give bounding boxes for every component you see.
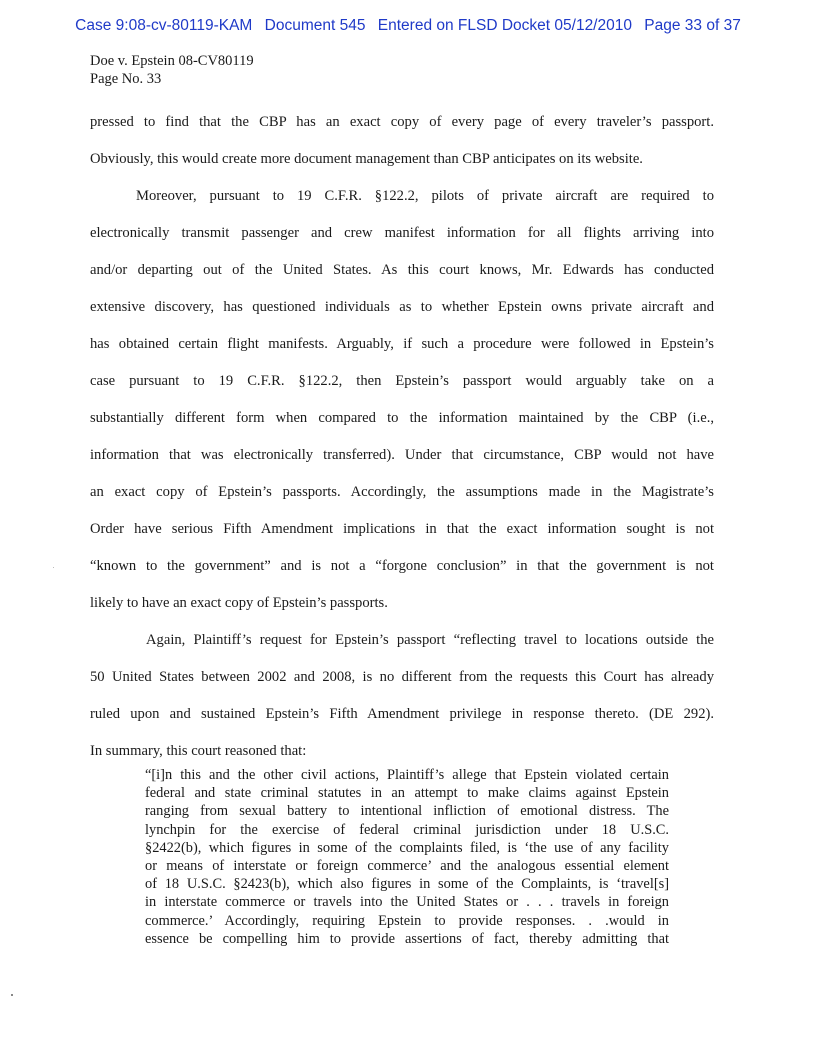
paragraph-2-line: information that was electronically transferred). Under that circumstance, CBP would not have <box>90 447 714 463</box>
paragraph-3-line: ruled upon and sustained Epstein’s Fifth Amendment privilege in response thereto. (DE 292). <box>90 706 714 722</box>
quote-line: or means of interstate or foreign commerce’ and the analogous essential element <box>145 858 669 875</box>
quote-line: of 18 U.S.C. §2423(b), which also figures in some of the Complaints, is ‘travel[s] <box>145 876 669 893</box>
case-number: Case 9:08-cv-80119-KAM <box>75 17 253 34</box>
block-quote <box>145 766 669 948</box>
paragraph-1: pressed to find that the CBP has an exact copy of every page of every traveler’s passport. <box>90 114 714 130</box>
paragraph-2-line: Order have serious Fifth Amendment implications in that the exact information sought is not <box>90 521 714 537</box>
quote-line: essence be compelling him to provide assertions of fact, thereby admitting that <box>145 930 669 947</box>
paragraph-3-end: In summary, this court reasoned that: <box>90 743 307 759</box>
quote-line: lynchpin for the exercise of federal criminal jurisdiction under 18 U.S.C. <box>145 821 669 838</box>
docket-stamp <box>0 17 816 35</box>
paragraph-1-end: Obviously, this would create more document management than CBP anticipates on its website. <box>90 151 643 167</box>
entered-date: Entered on FLSD Docket 05/12/2010 <box>377 17 632 34</box>
paragraph-2-line: extensive discovery, has questioned individuals as to whether Epstein owns private aircraft and <box>90 299 714 315</box>
scan-speck <box>53 567 54 568</box>
paragraph-2: Moreover, pursuant to 19 C.F.R. §122.2, pilots of private aircraft are required to <box>136 188 714 204</box>
caption-case-title: Doe v. Epstein 08-CV80119 <box>90 53 254 69</box>
paragraph-2-line: case pursuant to 19 C.F.R. §122.2, then Epstein’s passport would arguably take on a <box>90 373 714 389</box>
paragraph-2-end: likely to have an exact copy of Epstein’s passports. <box>90 595 388 611</box>
quote-line: in interstate commerce or travels into the United States or . . . travels in foreign <box>145 894 669 911</box>
document-number: Document 545 <box>264 17 366 34</box>
paragraph-2-line: and/or departing out of the United States. As this court knows, Mr. Edwards has conducted <box>90 262 714 278</box>
paragraph-2-line: electronically transmit passenger and crew manifest information for all flights arriving into <box>90 225 714 241</box>
quote-line: federal and state criminal statutes in an attempt to make claims against Epstein <box>145 785 669 802</box>
quote-line: ranging from sexual battery to intentional infliction of emotional distress. The <box>145 803 669 820</box>
quote-line: “[i]n this and the other civil actions, Plaintiff’s allege that Epstein violated certain <box>145 767 669 783</box>
paragraph-2-line: “known to the government” and is not a “forgone conclusion” in that the government is not <box>90 558 714 574</box>
scan-speck <box>11 994 13 996</box>
body-text <box>90 104 714 770</box>
paragraph-2-line: substantially different form when compared to the information maintained by the CBP (i.e., <box>90 410 714 426</box>
paragraph-2-line: an exact copy of Epstein’s passports. Accordingly, the assumptions made in the Magistrate’s <box>90 484 714 500</box>
quote-line: §2422(b), which figures in some of the complaints filed, is ‘the use of any facility <box>145 839 669 856</box>
caption-page-number: Page No. 33 <box>90 71 162 87</box>
case-caption <box>90 52 254 88</box>
page-count: Page 33 of 37 <box>644 17 741 34</box>
paragraph-2-line: has obtained certain flight manifests. Arguably, if such a procedure were followed in Epstein’s <box>90 336 714 352</box>
quote-line: commerce.’ Accordingly, requiring Epstein to provide responses. . .would in <box>145 912 669 929</box>
paragraph-3: Again, Plaintiff’s request for Epstein’s passport “reflecting travel to locations outside the <box>146 632 714 648</box>
paragraph-3-line: 50 United States between 2002 and 2008, is no different from the requests this Court has already <box>90 669 714 685</box>
